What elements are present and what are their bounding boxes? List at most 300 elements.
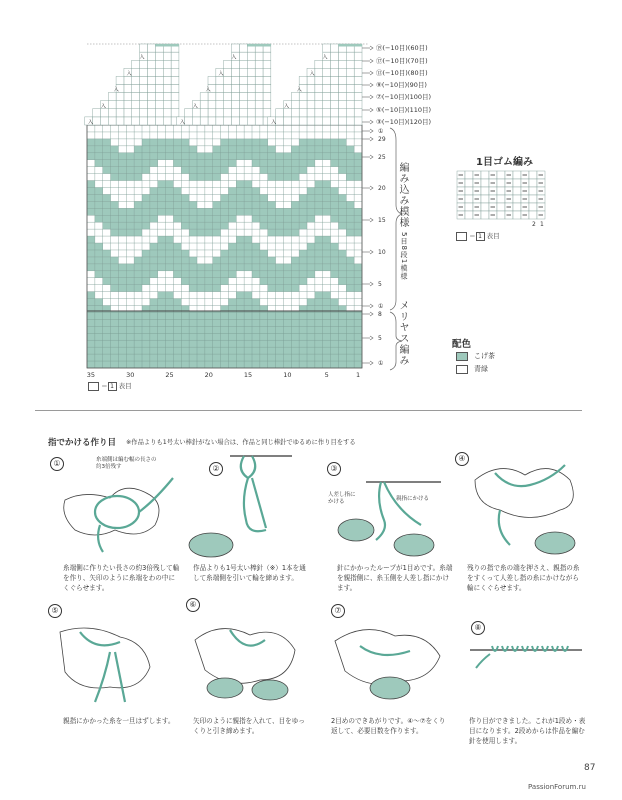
pattern-cell xyxy=(173,271,181,278)
crown-cell xyxy=(276,109,284,117)
pattern-cell xyxy=(118,208,126,215)
crown-cell xyxy=(354,93,362,101)
row-arrow xyxy=(370,250,373,254)
pattern-cell xyxy=(197,160,205,167)
pattern-cell xyxy=(260,257,268,264)
crown-cell xyxy=(124,85,132,93)
crown-cell xyxy=(263,52,271,60)
crown-cell xyxy=(338,109,346,117)
crown-cell xyxy=(307,101,315,109)
pattern-cell xyxy=(166,299,174,306)
pattern-cell xyxy=(126,167,134,174)
pattern-cell xyxy=(150,201,158,208)
pattern-cell xyxy=(354,153,362,160)
crown-cell xyxy=(338,85,346,93)
crown-cell xyxy=(171,52,179,60)
pattern-cell xyxy=(291,285,299,292)
pattern-cell xyxy=(276,285,284,292)
rib-cell xyxy=(465,179,473,187)
pattern-cell xyxy=(244,264,252,271)
pattern-cell xyxy=(118,278,126,285)
pattern-cell xyxy=(166,257,174,264)
crown-cell xyxy=(155,76,163,84)
pattern-cell xyxy=(283,271,291,278)
pattern-cell xyxy=(173,257,181,264)
pattern-cell xyxy=(236,243,244,250)
rib-cell xyxy=(497,195,505,203)
pattern-cell xyxy=(323,264,331,271)
crown-cell xyxy=(155,52,163,60)
pattern-cell xyxy=(268,257,276,264)
crown-cell xyxy=(100,109,108,117)
pattern-cell xyxy=(213,271,221,278)
pattern-cell xyxy=(268,278,276,285)
pattern-cell xyxy=(111,160,119,167)
pattern-cell xyxy=(291,222,299,229)
crown-cell xyxy=(255,101,263,109)
pattern-cell xyxy=(221,153,229,160)
pattern-cell xyxy=(166,250,174,257)
pattern-cell xyxy=(283,174,291,181)
pattern-cell xyxy=(291,257,299,264)
pattern-cell xyxy=(244,208,252,215)
pattern-cell xyxy=(260,264,268,271)
pattern-cell xyxy=(189,174,197,181)
rib-title: 1目ゴム編み xyxy=(476,157,533,168)
pattern-cell xyxy=(346,215,354,222)
pattern-cell xyxy=(244,292,252,299)
pattern-cell xyxy=(173,215,181,222)
pattern-cell xyxy=(95,139,103,146)
pattern-cell xyxy=(213,257,221,264)
pattern-cell xyxy=(221,222,229,229)
pattern-cell xyxy=(103,139,111,146)
crown-cell xyxy=(148,44,156,52)
column-label: 15 xyxy=(243,371,253,379)
pattern-cell xyxy=(291,146,299,153)
crown-cell xyxy=(208,76,216,84)
crown-cell xyxy=(239,68,247,76)
crown-cell xyxy=(354,68,362,76)
crown-cell xyxy=(163,68,171,76)
pattern-cell xyxy=(173,146,181,153)
pattern-cell xyxy=(307,208,315,215)
pattern-cell xyxy=(189,271,197,278)
pattern-cell xyxy=(158,181,166,188)
pattern-cell xyxy=(244,181,252,188)
crown-cell xyxy=(255,117,263,125)
crown-cell xyxy=(124,117,132,125)
pattern-cell xyxy=(236,292,244,299)
pattern-cell xyxy=(189,257,197,264)
pattern-cell xyxy=(134,146,142,153)
pattern-cell xyxy=(150,299,158,306)
pattern-cell xyxy=(268,146,276,153)
pattern-cell xyxy=(260,215,268,222)
pattern-cell xyxy=(95,187,103,194)
pattern-cell xyxy=(118,215,126,222)
crown-cell xyxy=(232,101,240,109)
crown-cell xyxy=(255,85,263,93)
pattern-cell xyxy=(205,229,213,236)
pattern-cell xyxy=(307,243,315,250)
pattern-cell xyxy=(103,208,111,215)
crown-cell xyxy=(299,117,307,125)
watermark: PassionForum.ru xyxy=(528,783,586,791)
pattern-cell xyxy=(331,201,339,208)
crown-cell xyxy=(346,101,354,109)
pattern-cell xyxy=(126,160,134,167)
crown-cell xyxy=(239,44,247,52)
step5-illustration xyxy=(50,612,160,707)
decrease-arrow xyxy=(370,59,373,63)
crown-cell xyxy=(338,68,346,76)
crown-cell xyxy=(171,93,179,101)
crown-cell xyxy=(148,52,156,60)
pattern-cell xyxy=(95,160,103,167)
pattern-cell xyxy=(173,243,181,250)
crown-top-block xyxy=(155,44,179,47)
pattern-cell xyxy=(118,285,126,292)
pattern-cell xyxy=(228,215,236,222)
crown-cell xyxy=(247,93,255,101)
crown-cell xyxy=(216,117,224,125)
pattern-cell xyxy=(331,187,339,194)
crown-cell xyxy=(346,109,354,117)
pattern-cell xyxy=(315,208,323,215)
crown-cell xyxy=(247,76,255,84)
pattern-cell xyxy=(150,243,158,250)
decrease-mark: 入 xyxy=(179,119,185,126)
index-finger-label: 人差し指にかける xyxy=(328,492,356,505)
rib-column-label: 2 xyxy=(532,221,536,228)
pattern-cell xyxy=(291,271,299,278)
pattern-cell xyxy=(166,208,174,215)
pattern-cell xyxy=(346,153,354,160)
crown-cell xyxy=(323,76,331,84)
crown-cell xyxy=(155,60,163,68)
pattern-cell xyxy=(244,257,252,264)
pattern-cell xyxy=(158,153,166,160)
decrease-mark: 入 xyxy=(205,87,211,94)
pattern-cell xyxy=(228,146,236,153)
step1-illustration xyxy=(55,470,175,555)
pattern-cell xyxy=(299,271,307,278)
pattern-cell xyxy=(87,236,95,243)
pattern-cell xyxy=(260,222,268,229)
step6-illustration xyxy=(190,610,305,705)
pattern-cell xyxy=(95,257,103,264)
pattern-cell xyxy=(323,153,331,160)
row-arrow xyxy=(370,218,373,222)
pattern-cell xyxy=(158,139,166,146)
pattern-cell xyxy=(213,153,221,160)
pattern-cell xyxy=(150,264,158,271)
pattern-cell xyxy=(221,160,229,167)
crown-cell xyxy=(200,109,208,117)
crown-cell xyxy=(299,101,307,109)
pattern-cell xyxy=(291,264,299,271)
crown-cell xyxy=(255,60,263,68)
pattern-cell xyxy=(134,278,142,285)
crown-top-block xyxy=(247,44,271,47)
pattern-cell xyxy=(197,229,205,236)
pattern-cell xyxy=(236,194,244,201)
crown-cell xyxy=(116,117,124,125)
pattern-cell xyxy=(268,264,276,271)
crown-cell xyxy=(239,93,247,101)
crown-cell xyxy=(108,101,116,109)
pattern-cell xyxy=(181,250,189,257)
pattern-cell xyxy=(228,201,236,208)
row-arrow xyxy=(370,186,373,190)
pattern-cell xyxy=(87,146,95,153)
decrease-annotation: ⑤(−10目)(110目) xyxy=(376,106,432,114)
pattern-cell xyxy=(221,264,229,271)
pattern-cell xyxy=(111,146,119,153)
pattern-cell xyxy=(307,187,315,194)
pattern-cell xyxy=(134,271,142,278)
pattern-cell xyxy=(189,153,197,160)
pattern-cell xyxy=(87,264,95,271)
crown-cell xyxy=(255,93,263,101)
rib-cell xyxy=(529,203,537,211)
pattern-cell xyxy=(189,215,197,222)
pattern-cell xyxy=(354,174,362,181)
pattern-cell xyxy=(142,250,150,257)
crown-cell xyxy=(171,60,179,68)
pattern-cell xyxy=(315,250,323,257)
pattern-cell xyxy=(181,167,189,174)
decrease-mark: 入 xyxy=(231,54,237,61)
pattern-cell xyxy=(354,264,362,271)
crown-cell xyxy=(247,117,255,125)
decrease-mark: 入 xyxy=(88,119,94,126)
color-key-title: 配色 xyxy=(452,339,472,350)
crown-cell xyxy=(155,117,163,125)
crown-cell xyxy=(124,101,132,109)
pattern-cell xyxy=(197,167,205,174)
pattern-cell xyxy=(354,160,362,167)
crown-cell xyxy=(140,101,148,109)
pattern-cell xyxy=(331,257,339,264)
pattern-cell xyxy=(236,250,244,257)
pattern-cell xyxy=(197,271,205,278)
rib-cell xyxy=(529,195,537,203)
pattern-cell xyxy=(150,187,158,194)
step-number: ③ xyxy=(327,462,341,476)
pattern-cell xyxy=(95,153,103,160)
pattern-cell xyxy=(338,201,346,208)
pattern-cell xyxy=(276,264,284,271)
pattern-cell xyxy=(197,264,205,271)
pattern-cell xyxy=(315,257,323,264)
pattern-cell xyxy=(126,285,134,292)
pattern-cell xyxy=(236,139,244,146)
pattern-cell xyxy=(111,174,119,181)
crown-cell xyxy=(132,85,140,93)
pattern-cell xyxy=(166,181,174,188)
step7-illustration xyxy=(330,616,445,706)
crown-cell xyxy=(307,85,315,93)
pattern-cell xyxy=(103,215,111,222)
pattern-cell xyxy=(103,264,111,271)
pattern-cell xyxy=(166,153,174,160)
pattern-cell xyxy=(158,243,166,250)
pattern-cell xyxy=(189,264,197,271)
pattern-cell xyxy=(158,146,166,153)
pattern-cell xyxy=(338,160,346,167)
pattern-cell xyxy=(103,153,111,160)
pattern-cell xyxy=(236,153,244,160)
decrease-arrow xyxy=(370,120,373,124)
crown-cell xyxy=(116,76,124,84)
crown-cell xyxy=(163,101,171,109)
pattern-cell xyxy=(236,299,244,306)
pattern-cell xyxy=(142,167,150,174)
pattern-cell xyxy=(103,278,111,285)
pattern-cell xyxy=(173,250,181,257)
thumb-label: 親指にかける xyxy=(396,496,430,502)
pattern-cell xyxy=(173,187,181,194)
crown-cell xyxy=(315,101,323,109)
crown-cell xyxy=(140,109,148,117)
pattern-cell xyxy=(283,285,291,292)
pattern-cell xyxy=(126,264,134,271)
pattern-cell xyxy=(252,208,260,215)
pattern-cell xyxy=(134,167,142,174)
pattern-cell xyxy=(260,208,268,215)
rib-cell xyxy=(481,203,489,211)
crown-cell xyxy=(140,117,148,125)
pattern-cell xyxy=(221,257,229,264)
pattern-cell xyxy=(158,257,166,264)
pattern-cell xyxy=(338,271,346,278)
crown-cell xyxy=(307,109,315,117)
pattern-cell xyxy=(111,201,119,208)
crown-cell xyxy=(315,109,323,117)
rib-cell xyxy=(465,195,473,203)
pattern-cell xyxy=(213,167,221,174)
rib-cell xyxy=(481,195,489,203)
crown-cell xyxy=(232,117,240,125)
pattern-cell xyxy=(213,215,221,222)
pattern-cell xyxy=(323,257,331,264)
crown-cell xyxy=(331,44,339,52)
pattern-cell xyxy=(189,167,197,174)
crown-cell xyxy=(163,109,171,117)
pattern-cell xyxy=(118,229,126,236)
pattern-cell xyxy=(142,160,150,167)
pattern-cell xyxy=(221,201,229,208)
pattern-cell xyxy=(142,257,150,264)
pattern-cell xyxy=(158,208,166,215)
pattern-cell xyxy=(111,153,119,160)
pattern-cell xyxy=(315,264,323,271)
crown-cell xyxy=(108,93,116,101)
pattern-cell xyxy=(87,292,95,299)
pattern-cell xyxy=(276,278,284,285)
row-label: 29 xyxy=(378,136,386,143)
pattern-cell xyxy=(268,201,276,208)
crown-cell xyxy=(155,93,163,101)
pattern-cell xyxy=(134,264,142,271)
rib-cell xyxy=(481,171,489,179)
pattern-cell xyxy=(299,257,307,264)
pattern-cell xyxy=(268,153,276,160)
step2-illustration xyxy=(186,450,296,560)
rib-cell xyxy=(513,187,521,195)
crown-cell xyxy=(163,76,171,84)
crown-cell xyxy=(323,68,331,76)
step6-caption: 矢印のように親指を入れて、目をゆっくりと引き締めます。 xyxy=(193,717,305,735)
pattern-cell xyxy=(252,215,260,222)
crown-cell xyxy=(354,52,362,60)
crown-cell xyxy=(255,76,263,84)
pattern-cell xyxy=(134,229,142,236)
pattern-title: 編み込み模様 xyxy=(397,162,408,228)
decrease-mark: 入 xyxy=(100,103,106,110)
crown-cell xyxy=(132,68,140,76)
pattern-cell xyxy=(150,271,158,278)
decrease-annotation: ⑬(−10目)(80目) xyxy=(376,69,428,77)
column-label: 10 xyxy=(283,371,292,379)
crown-cell xyxy=(163,52,171,60)
crown-cell xyxy=(224,68,232,76)
pattern-cell xyxy=(331,194,339,201)
crown-cell xyxy=(263,60,271,68)
pattern-cell xyxy=(323,201,331,208)
crown-cell xyxy=(148,93,156,101)
pattern-cell xyxy=(252,146,260,153)
rib-cell xyxy=(513,171,521,179)
pattern-cell xyxy=(354,271,362,278)
crown-cell xyxy=(331,101,339,109)
pattern-cell xyxy=(221,139,229,146)
pattern-cell xyxy=(260,160,268,167)
crown-cell xyxy=(192,109,200,117)
pattern-cell xyxy=(323,250,331,257)
pattern-cell xyxy=(323,208,331,215)
row-arrow xyxy=(370,282,373,286)
pattern-cell xyxy=(221,271,229,278)
crown-cell xyxy=(155,68,163,76)
pattern-cell xyxy=(283,167,291,174)
pattern-cell xyxy=(252,271,260,278)
crown-cell xyxy=(148,76,156,84)
pattern-cell xyxy=(197,208,205,215)
crown-cell xyxy=(323,44,331,52)
pattern-cell xyxy=(158,299,166,306)
decrease-mark: 入 xyxy=(283,103,289,110)
page-number: 87 xyxy=(584,763,596,773)
pattern-cell xyxy=(205,153,213,160)
pattern-cell xyxy=(338,264,346,271)
decrease-annotation: ⑰(−10目)(70目) xyxy=(376,57,428,65)
pattern-cell xyxy=(291,167,299,174)
pattern-cell xyxy=(134,285,142,292)
pattern-cell xyxy=(299,160,307,167)
pattern-cell xyxy=(158,292,166,299)
pattern-cell xyxy=(331,208,339,215)
rib-cell xyxy=(465,187,473,195)
pattern-cell xyxy=(181,222,189,229)
pattern-cell xyxy=(331,139,339,146)
pattern-cell xyxy=(346,222,354,229)
row-label: 20 xyxy=(378,185,386,192)
pattern-cell xyxy=(307,299,315,306)
pattern-cell xyxy=(331,271,339,278)
